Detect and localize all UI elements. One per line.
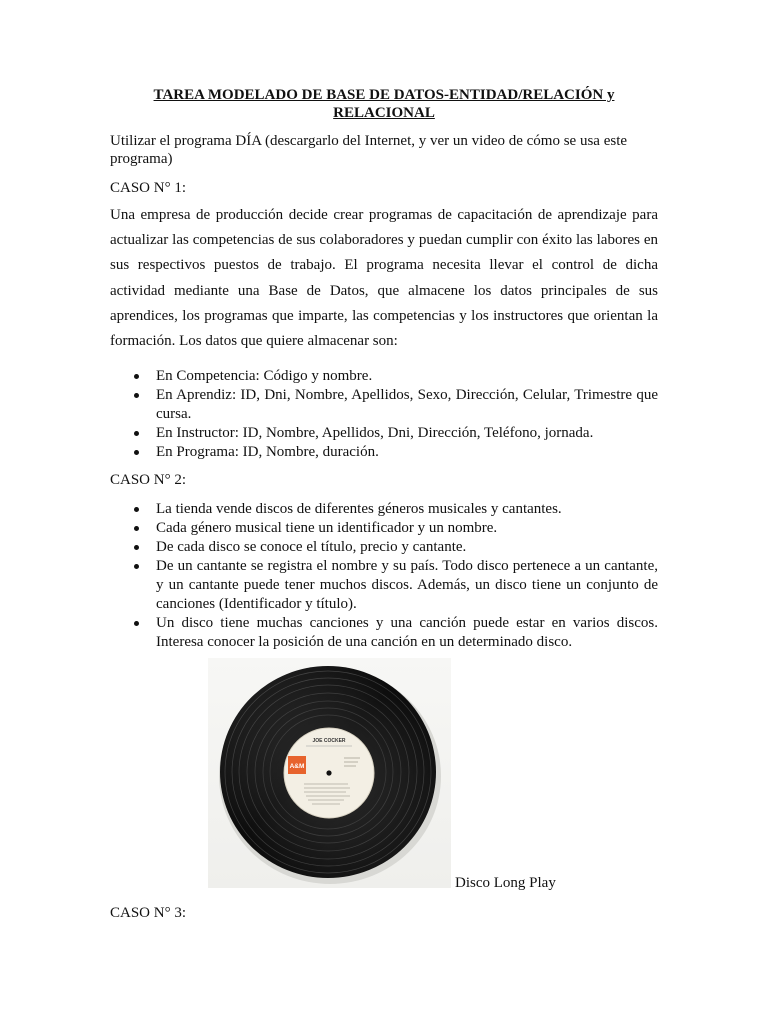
list-item: En Programa: ID, Nombre, duración. [110, 443, 658, 462]
caso-3-heading: CASO N° 3: [110, 905, 187, 921]
title-line-2: RELACIONAL [333, 105, 435, 121]
list-item: En Aprendiz: ID, Dni, Nombre, Apellidos, Sexo, Dirección, Celular, Trimestre que cursa. [110, 386, 658, 424]
record-label-logo: A&M [289, 763, 305, 770]
list-item: De cada disco se conoce el título, precio y cantante. [110, 538, 658, 557]
caso-1-heading: CASO N° 1: [110, 180, 187, 196]
caso-1-paragraph: Una empresa de producción decide crear programas de capacitación de aprendizaje para actualizar las competencias de sus colaboradores y puedan cumplir con éxito las labores en sus respectivos puestos de trabajo. El programa necesita llevar el control de dicha actividad mediante una Base de Datos, que almacene los datos principales de sus aprendices, los programas que imparte, las competencias y los instructores que orientan la formación. Los datos que quiere almacenar son: [110, 207, 658, 350]
list-item: De un cantante se registra el nombre y su país. Todo disco pertenece a un cantante, y un cantante puede tener muchos discos. Además, un disco tiene un conjunto de canciones (Identificador y título). [110, 557, 658, 614]
caso-2-heading: CASO N° 2: [110, 472, 187, 488]
intro-text: Utilizar el programa DÍA (descargarlo del Internet, y ver un video de cómo se usa este programa) [110, 133, 628, 167]
vinyl-record-image [208, 658, 451, 888]
caso-1-list [110, 367, 658, 462]
list-item: Cada género musical tiene un identificador y un nombre. [110, 519, 658, 538]
list-item: En Competencia: Código y nombre. [110, 367, 658, 386]
title-line-1: TAREA MODELADO DE BASE DE DATOS-ENTIDAD/RELACIÓN y [153, 87, 615, 103]
image-caption: Disco Long Play [455, 875, 556, 891]
list-item: En Instructor: ID, Nombre, Apellidos, Dni, Dirección, Teléfono, jornada. [110, 424, 658, 443]
document-title [110, 86, 658, 122]
list-item: La tienda vende discos de diferentes géneros musicales y cantantes. [110, 500, 658, 519]
vinyl-record-icon [208, 658, 451, 888]
list-item: Un disco tiene muchas canciones y una canción puede estar en varios discos. Interesa conocer la posición de una canción en un determinado disco. [110, 614, 658, 652]
caso-2-list [110, 500, 658, 652]
record-label-artist: JOE COCKER [312, 738, 346, 744]
